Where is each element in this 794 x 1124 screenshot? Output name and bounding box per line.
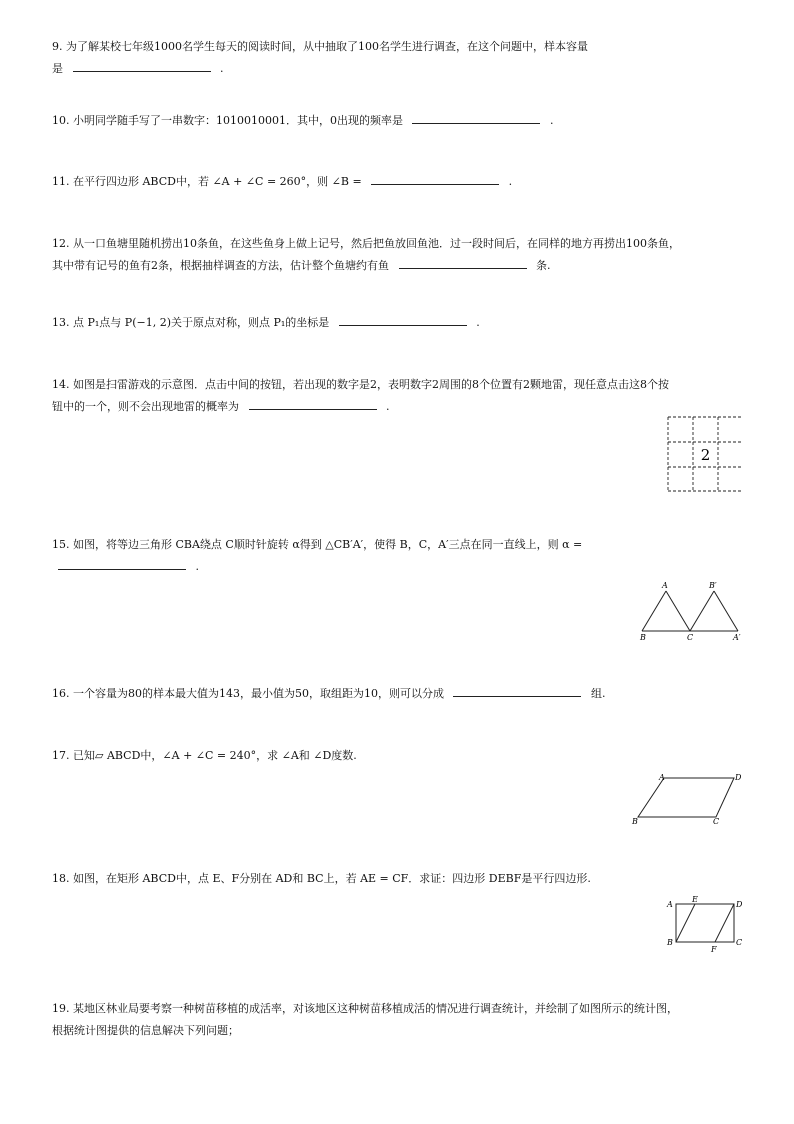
question-12	[52, 233, 752, 277]
answer-blank[interactable]	[249, 398, 377, 410]
answer-blank[interactable]	[371, 173, 499, 185]
answer-blank[interactable]	[73, 60, 211, 72]
label-D: D	[736, 900, 743, 909]
question-14-text-line2: 钮中的一个，则不会出现地雷的概率为	[52, 400, 239, 413]
question-19	[52, 998, 752, 1042]
label-B: B	[667, 938, 673, 947]
question-9-end: .	[220, 62, 224, 75]
answer-blank[interactable]	[412, 112, 540, 124]
minesweeper-figure	[666, 414, 744, 494]
label-D: D	[735, 773, 742, 782]
label-B-prime: B′	[709, 581, 717, 590]
question-13	[52, 312, 752, 334]
label-A: A	[667, 900, 673, 909]
triangles-figure	[636, 578, 746, 642]
question-11	[52, 171, 752, 193]
question-13-text: 13. 点 P₁点与 P(−1, 2)关于原点对称，则点 P₁的坐标是	[52, 316, 330, 329]
question-19-text-line1: 19. 某地区林业局要考察一种树苗移植的成活率，对该地区这种树苗移植成活的情况进行调查统计，并绘制了如图所示的统计图，	[52, 1002, 678, 1015]
question-14-line2	[52, 396, 752, 418]
mine-count-number: 2	[700, 446, 711, 464]
question-17	[52, 745, 752, 767]
label-A-prime: A′	[733, 633, 741, 642]
question-12-text-line2: 其中带有记号的鱼有2条，根据抽样调查的方法，估计整个鱼塘约有鱼	[52, 259, 389, 272]
question-16-text: 16. 一个容量为80的样本最大值为143，最小值为50，取组距为10，则可以分成	[52, 687, 444, 700]
question-13-end: .	[476, 316, 480, 329]
label-A: A	[662, 581, 668, 590]
label-F: F	[711, 945, 717, 954]
question-11-text: 11. 在平行四边形 ABCD中，若 ∠A + ∠C = 260°，则 ∠B =	[52, 175, 362, 188]
question-10-end: .	[549, 114, 554, 127]
question-15-text-line1: 15. 如图，将等边三角形 CBA绕点 C顺时针旋转 α得到 △CB′A′，使得 B，C，A′三点在同一直线上，则 α =	[52, 538, 583, 551]
label-A: A	[659, 773, 665, 782]
label-C: C	[713, 817, 720, 826]
answer-blank[interactable]	[339, 314, 467, 326]
label-C: C	[736, 938, 743, 947]
question-14	[52, 374, 752, 418]
question-15-end: .	[195, 560, 199, 573]
question-16-end: 组.	[590, 687, 606, 700]
rectangle-figure	[662, 893, 748, 957]
question-10	[52, 110, 752, 132]
answer-blank[interactable]	[399, 257, 527, 269]
question-15	[52, 534, 752, 578]
question-9-text-line2: 是	[52, 62, 63, 75]
label-B: B	[632, 817, 638, 826]
question-18	[52, 868, 752, 890]
question-9-line2	[52, 58, 752, 80]
question-11-end: .	[508, 175, 513, 188]
label-C: C	[687, 633, 694, 642]
label-B: B	[640, 633, 646, 642]
question-14-text-line1: 14. 如图是扫雷游戏的示意图．点击中间的按钮，若出现的数字是2，表明数字2周围的8个位置有2颗地雷，现任意点击这8个按	[52, 378, 669, 391]
question-16	[52, 683, 752, 705]
question-12-line2	[52, 255, 752, 277]
question-12-end: 条.	[536, 259, 551, 272]
answer-blank[interactable]	[453, 685, 581, 697]
question-9-text-line1: 9. 为了解某校七年级1000名学生每天的阅读时间，从中抽取了100名学生进行调查，在这个问题中，样本容量	[52, 40, 588, 53]
answer-blank[interactable]	[58, 558, 186, 570]
question-10-text: 10. 小明同学随手写了一串数字：1010010001．其中，0出现的频率是	[52, 114, 403, 127]
question-19-text-line2: 根据统计图提供的信息解决下列问题；	[52, 1024, 239, 1037]
question-9	[52, 36, 752, 80]
question-18-text: 18. 如图，在矩形 ABCD中，点 E、F分别在 AD和 BC上，若 AE = CF．求证：四边形 DEBF是平行四边形.	[52, 872, 591, 885]
label-E: E	[692, 895, 698, 904]
question-12-text-line1: 12. 从一口鱼塘里随机捞出10条鱼，在这些鱼身上做上记号，然后把鱼放回鱼池．过一段时间后，在同样的地方再捞出100条鱼，	[52, 237, 680, 250]
question-17-text: 17. 已知▱ ABCD中，∠A + ∠C = 240°，求 ∠A和 ∠D度数.	[52, 749, 357, 762]
question-15-line2	[52, 556, 752, 578]
parallelogram-figure	[630, 770, 744, 826]
question-14-end: .	[386, 400, 390, 413]
